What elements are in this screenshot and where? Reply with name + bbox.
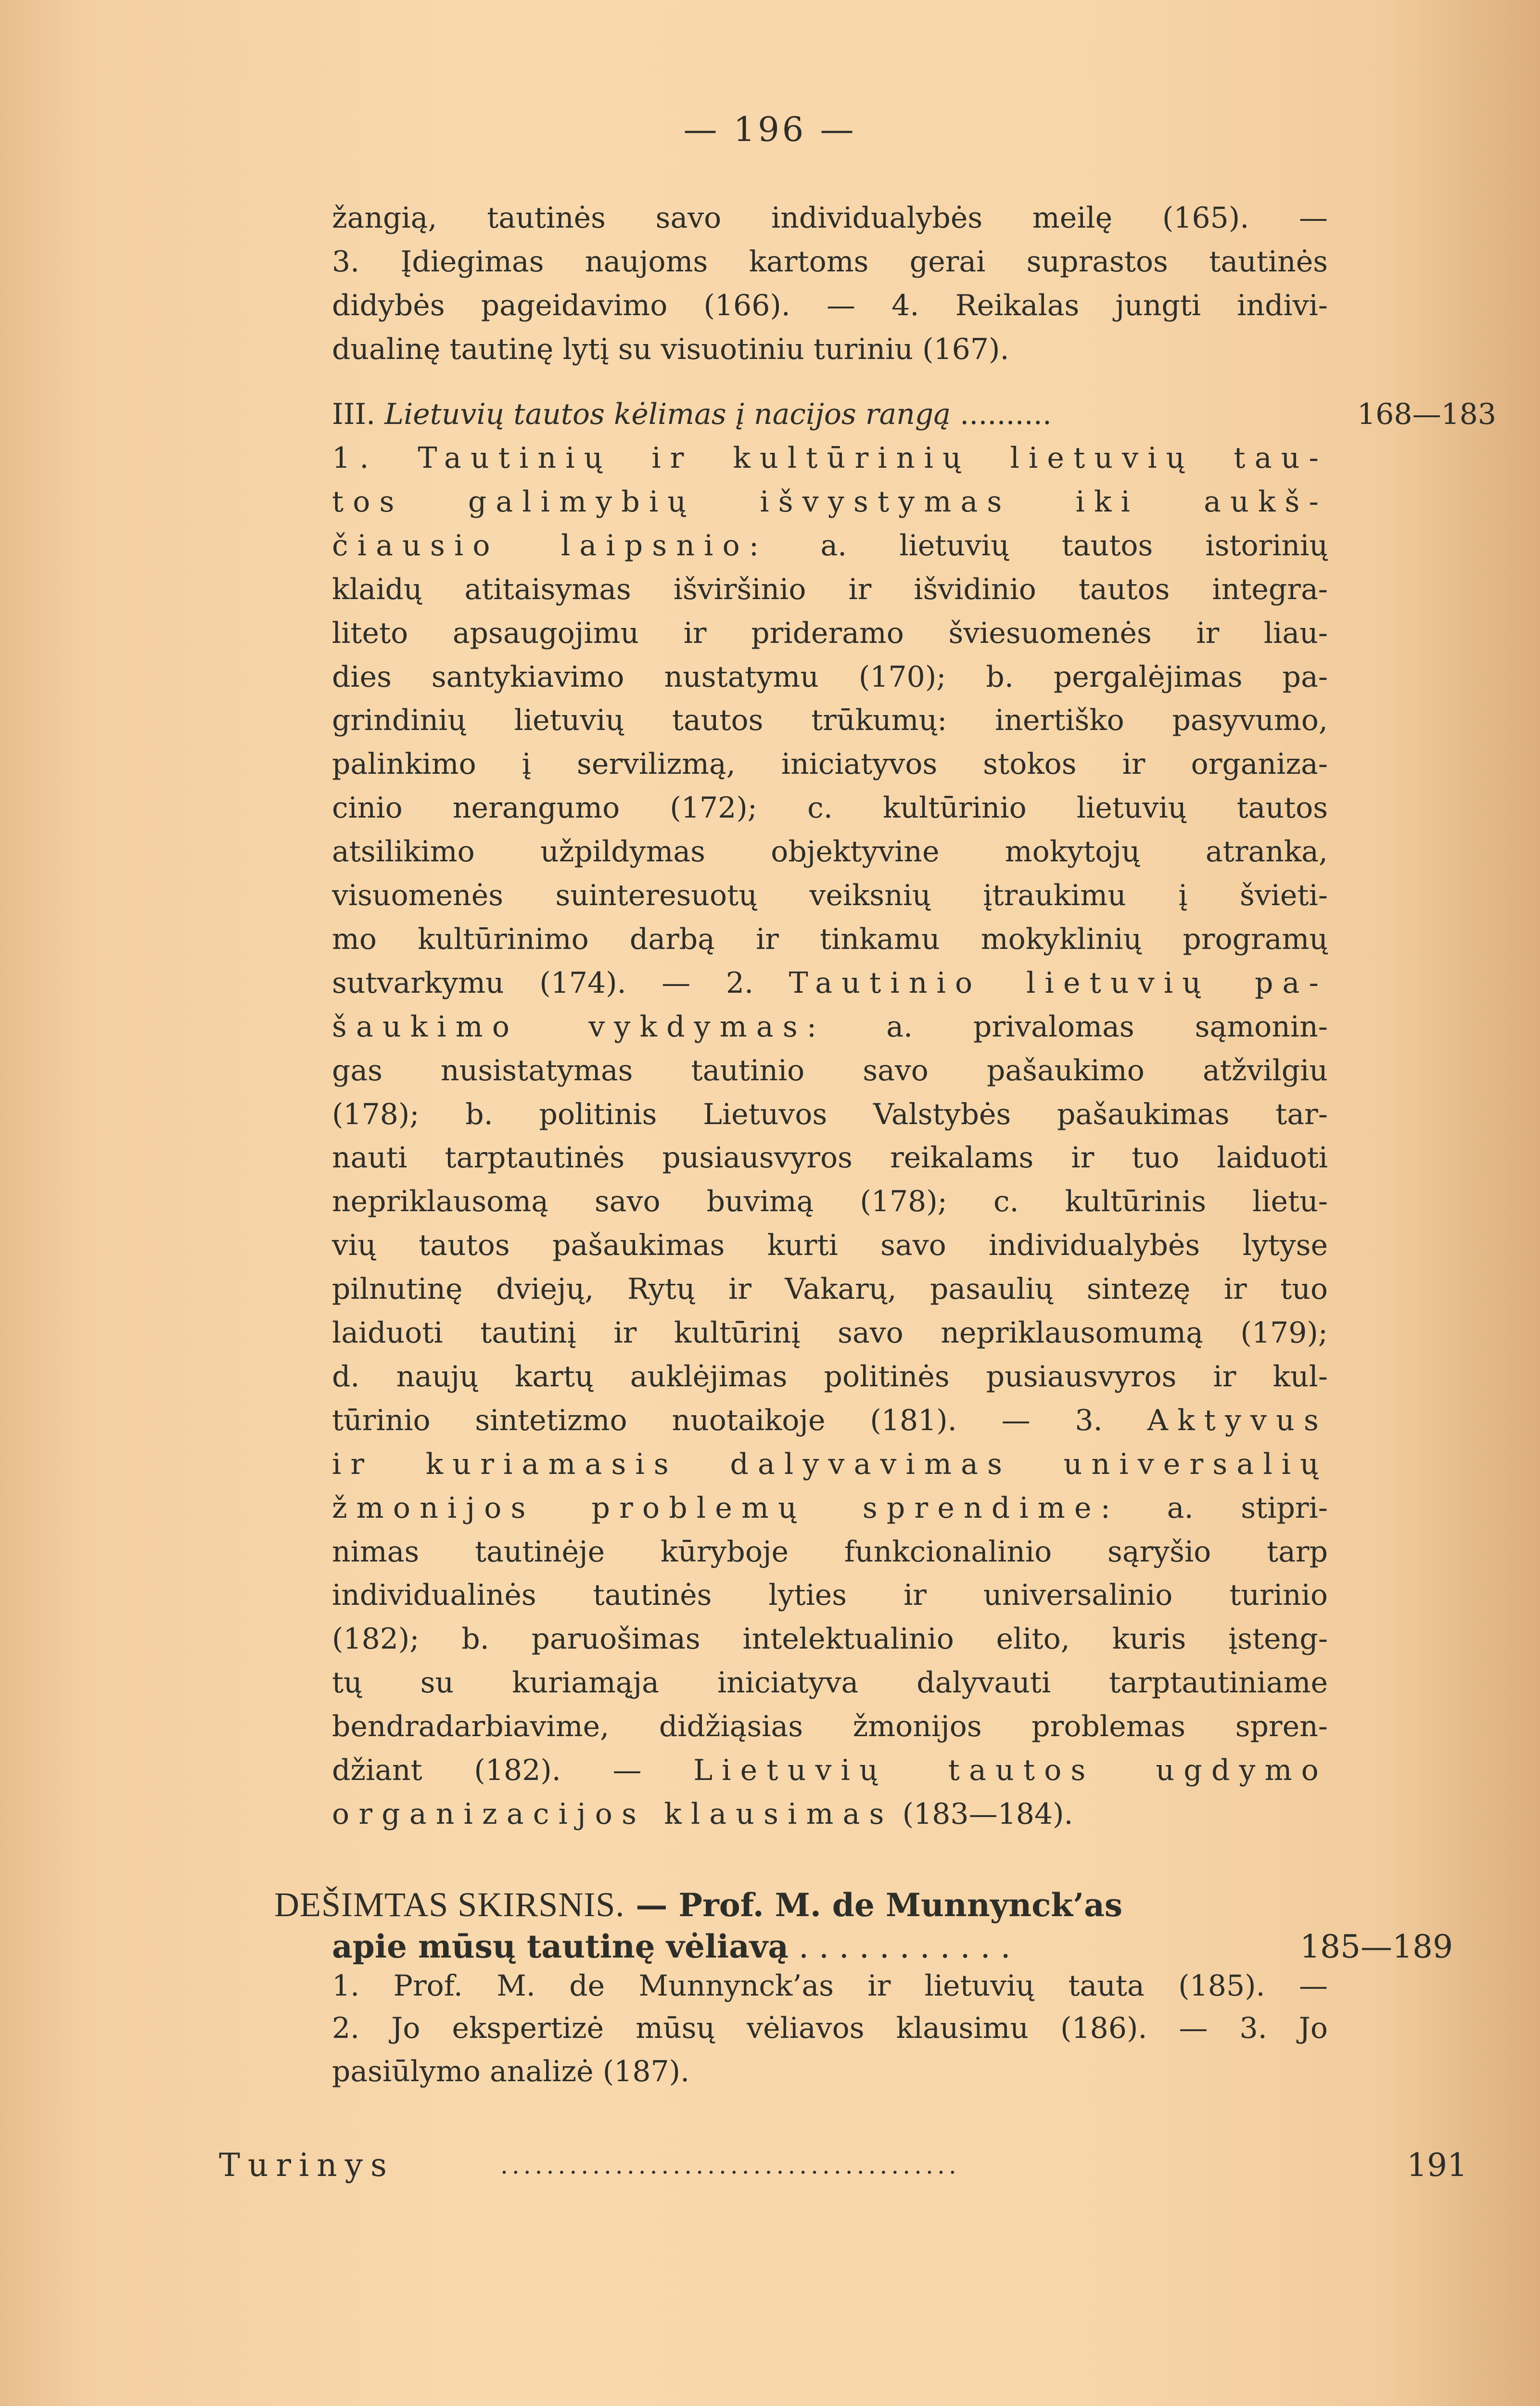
toc-page: 191: [1407, 2147, 1467, 2184]
spaced-emphasis: Aktyvus: [1147, 1404, 1328, 1437]
line-text: a. lietuvių tautos istorinių: [768, 529, 1328, 563]
text-line: [332, 1486, 1328, 1530]
spaced-emphasis: čiausio laipsnio:: [332, 529, 768, 563]
text-line: [332, 655, 1328, 699]
dot-leader: . . . . . . . . . . .: [799, 1928, 1011, 1965]
line-text: palinkimo į servilizmą, iniciatyvos stokos ir organiza-: [332, 747, 1328, 781]
text-line: [332, 1617, 1328, 1661]
text-line: didybės pageidavimo (166). — 4. Reikalas jungti indivi-: [332, 289, 1328, 322]
text-line: [332, 1180, 1328, 1224]
line-text: gas nusistatymas tautinio savo pašaukimo atžvilgiu: [332, 1054, 1328, 1088]
text-line: [332, 961, 1328, 1005]
spaced-emphasis: Tautinio lietuvių pa-: [789, 966, 1328, 1000]
line-text: atsilikimo užpildymas objektyvine mokytojų atranka,: [332, 835, 1328, 869]
text-line: [332, 1267, 1328, 1311]
line-text: tų su kuriamąja iniciatyva dalyvauti tarptautiniame: [332, 1666, 1328, 1700]
line-text: nimas tautinėje kūryboje funkcionalinio sąryšio tarp: [332, 1535, 1328, 1569]
line-text: a. privalomas sąmonin-: [826, 1010, 1328, 1044]
text-line: [332, 1443, 1328, 1486]
chapter-label: DEŠIMTAS SKIRSNIS.: [274, 1885, 625, 1924]
dot-leader: ..........: [960, 397, 1052, 431]
line-text: vių tautos pašaukimas kurti savo individualybės lytyse: [332, 1229, 1328, 1262]
text-line: [332, 1749, 1328, 1792]
section-numeral: III.: [332, 397, 376, 431]
text-line: [332, 524, 1328, 568]
text-line: [332, 742, 1328, 786]
spaced-emphasis: žmonijos problemų sprendime:: [332, 1491, 1120, 1525]
text-line: [332, 1049, 1328, 1093]
text-line: [332, 1399, 1328, 1443]
page-number: — 196 —: [683, 110, 857, 149]
text-line: pasiūlymo analizė (187).: [332, 2055, 690, 2088]
line-text: (178); b. politinis Lietuvos Valstybės pašaukimas tar-: [332, 1098, 1328, 1131]
text-line: [332, 1093, 1328, 1137]
line-text: bendradarbiavime, didžiąsias žmonijos problemas spren-: [332, 1710, 1328, 1743]
line-text: mo kultūrinimo darbą ir tinkamu mokyklinių programų: [332, 922, 1328, 956]
line-text: nauti tarptautinės pusiausvyros reikalams ir tuo laiduoti: [332, 1141, 1328, 1175]
spaced-emphasis: tos galimybių išvystymas iki aukš-: [332, 485, 1328, 519]
chapter-x-pages: 185—189: [1300, 1928, 1453, 1965]
chapter-dash: —: [624, 1886, 679, 1924]
text-line: žangią, tautinės savo individualybės meilę (165). —: [332, 201, 1328, 235]
text-line: [332, 436, 1328, 480]
text-line: [332, 1005, 1328, 1049]
spaced-emphasis: organizacijos klausimas: [332, 1797, 893, 1831]
line-text: pilnutinę dviejų, Rytų ir Vakarų, pasaulių sintezę ir tuo: [332, 1272, 1328, 1306]
spaced-emphasis: ir kuriamasis dalyvavimas universalių: [332, 1447, 1328, 1481]
line-text: a. stipri-: [1120, 1491, 1328, 1525]
text-line: [332, 1530, 1328, 1574]
line-text: (182); b. paruošimas intelektualinio elito, kuris įsteng-: [332, 1622, 1328, 1656]
text-line: [332, 1136, 1328, 1180]
text-line: [332, 1705, 1328, 1749]
text-line: [332, 1792, 1328, 1836]
text-line: [332, 699, 1328, 742]
line-text: dies santykiavimo nustatymu (170); b. pergalėjimas pa-: [332, 660, 1328, 694]
line-text: klaidų atitaisymas išviršinio ir išvidinio tautos integra-: [332, 573, 1328, 606]
chapter-heading-line2: [332, 1922, 1438, 1971]
chapter-title-line1: Prof. M. de Munnynck’as: [678, 1886, 1123, 1924]
dot-leader: ........................................: [500, 2151, 960, 2179]
text-line: [332, 1574, 1328, 1617]
text-line: dualinę tautinę lytį su visuotiniu turiniu (167).: [332, 333, 1009, 366]
text-line: 3. Įdiegimas naujoms kartoms gerai suprastos tautinės: [332, 245, 1328, 279]
text-line: [332, 1355, 1328, 1399]
section-title: Lietuvių tautos kėlimas į nacijos rangą: [384, 397, 951, 431]
spaced-emphasis: 1. Tautinių ir kultūrinių lietuvių tau-: [332, 441, 1328, 475]
section-iii-heading: [332, 393, 1342, 436]
line-lead-text: tūrinio sintetizmo nuotaikoje (181). — 3.: [332, 1404, 1147, 1437]
line-text: d. naujų kartų auklėjimas politinės pusiausvyros ir kul-: [332, 1360, 1328, 1394]
text-line: [332, 1311, 1328, 1355]
text-line: [332, 1661, 1328, 1705]
text-line: [332, 568, 1328, 612]
line-lead-text: sutvarkymu (174). — 2.: [332, 966, 789, 1000]
line-text: visuomenės suinteresuotų veiksnių įtraukimu į švieti-: [332, 879, 1328, 912]
text-line: [332, 786, 1328, 830]
spaced-emphasis: Lietuvių tautos ugdymo: [693, 1753, 1328, 1787]
chapter-title-line2: apie mūsų tautinę vėliavą: [332, 1928, 789, 1965]
text-line: [332, 918, 1328, 961]
line-text: individualinės tautinės lyties ir universalinio turinio: [332, 1578, 1328, 1612]
line-text: cinio nerangumo (172); c. kultūrinio lietuvių tautos: [332, 791, 1328, 825]
line-text: grindinių lietuvių tautos trūkumų: inertiško pasyvumo,: [332, 704, 1328, 737]
text-line: 2. Jo ekspertizė mūsų vėliavos klausimu (186). — 3. Jo: [332, 2011, 1328, 2045]
line-text: (183—184).: [893, 1797, 1073, 1831]
line-text: nepriklausomą savo buvimą (178); c. kultūrinis lietu-: [332, 1185, 1328, 1218]
text-line: 1. Prof. M. de Munnynck’as ir lietuvių tauta (185). —: [332, 1969, 1328, 2003]
text-line: [332, 480, 1328, 524]
text-line: [332, 612, 1328, 655]
line-text: liteto apsaugojimu ir prideramo šviesuomenės ir liau-: [332, 616, 1328, 650]
section-iii-pages: 168—183: [1357, 397, 1496, 431]
text-line: [332, 830, 1328, 874]
text-line: [332, 1224, 1328, 1267]
chapter-heading: [274, 1881, 1381, 1929]
line-lead-text: džiant (182). —: [332, 1753, 694, 1787]
line-text: laiduoti tautinį ir kultūrinį savo nepriklausomumą (179);: [332, 1316, 1328, 1350]
spaced-emphasis: šaukimo vykdymas:: [332, 1010, 826, 1044]
toc-label: Turinys: [219, 2147, 395, 2184]
text-line: [332, 874, 1328, 918]
